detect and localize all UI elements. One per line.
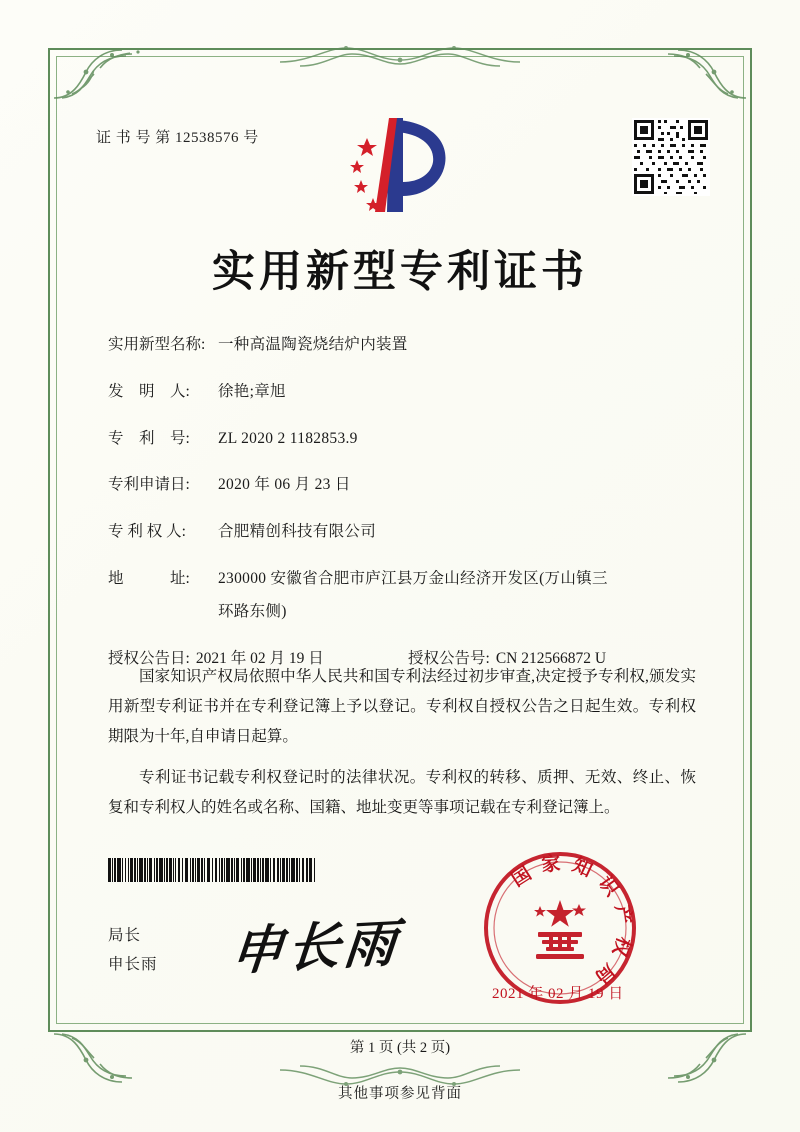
signature-role: 局长 [108,927,142,944]
field-label: 专 利 权 人: [108,523,186,541]
certificate-number: 证 书 号 第 12538576 号 [96,130,259,146]
field-label: 地 址: [108,569,190,587]
field-value: 徐艳;章旭 [218,382,286,400]
address-line-2: 环路东侧) [218,602,287,620]
field-value [218,567,708,625]
qr-code [632,118,710,196]
page-title: 实用新型专利证书 [212,247,588,297]
barcode [108,858,316,882]
page-indicator: 第 1 页 (共 2 页) [349,1040,451,1056]
cnipa-logo-icon [345,112,460,220]
field-row-address [108,567,708,625]
field-value: CN 212566872 U [495,649,607,667]
handwritten-signature: 申长雨 [228,912,403,983]
field-value: 合肥精创科技有限公司 [218,523,377,541]
field-label: 实用新型名称: [108,336,206,353]
field-value: 一种高温陶瓷烧结炉内装置 [218,336,408,353]
signature-name: 申长雨 [108,955,158,973]
field-row-application-date [108,473,708,498]
seal-date: 2021 年 02 月 19 日 [492,986,624,1002]
footer-note: 其他事项参见背面 [338,1086,462,1102]
field-list [108,333,708,693]
field-value: 2021 年 02 月 19 日 [195,649,324,667]
legal-text [108,662,696,833]
field-label: 专 利 号: [108,429,190,447]
paragraph-1: 国家知识产权局依照中华人民共和国专利法经过初步审查,决定授予专利权,颁发实用新型专利证书并在专利登记簿上予以登记。专利权自授权公告之日起生效。专利权期限为十年,自申请日起算。 [108,668,696,746]
field-value: 2020 年 06 月 23 日 [218,476,351,494]
field-label: 发 明 人: [108,382,190,400]
svg-text:国家知识产权局: 国家知识产权局 [507,852,637,995]
field-row-patent-number [108,427,708,452]
field-row-patentee [108,520,708,545]
field-row-inventor [108,380,708,405]
field-label: 授权公告日: [108,649,190,667]
field-label: 专利申请日: [108,476,190,494]
address-line-1: 230000 安徽省合肥市庐江县万金山经济开发区(万山镇三 [218,569,608,587]
field-row-utility-model-name [108,333,708,358]
field-label: 授权公告号: [408,649,490,667]
paragraph-2: 专利证书记载专利权登记时的法律状况。专利权的转移、质押、无效、终止、恢复和专利权人的姓名或名称、国籍、地址变更等事项记载在专利登记簿上。 [108,768,696,816]
field-value: ZL 2020 2 1182853.9 [218,429,358,447]
signature-block [108,922,158,979]
